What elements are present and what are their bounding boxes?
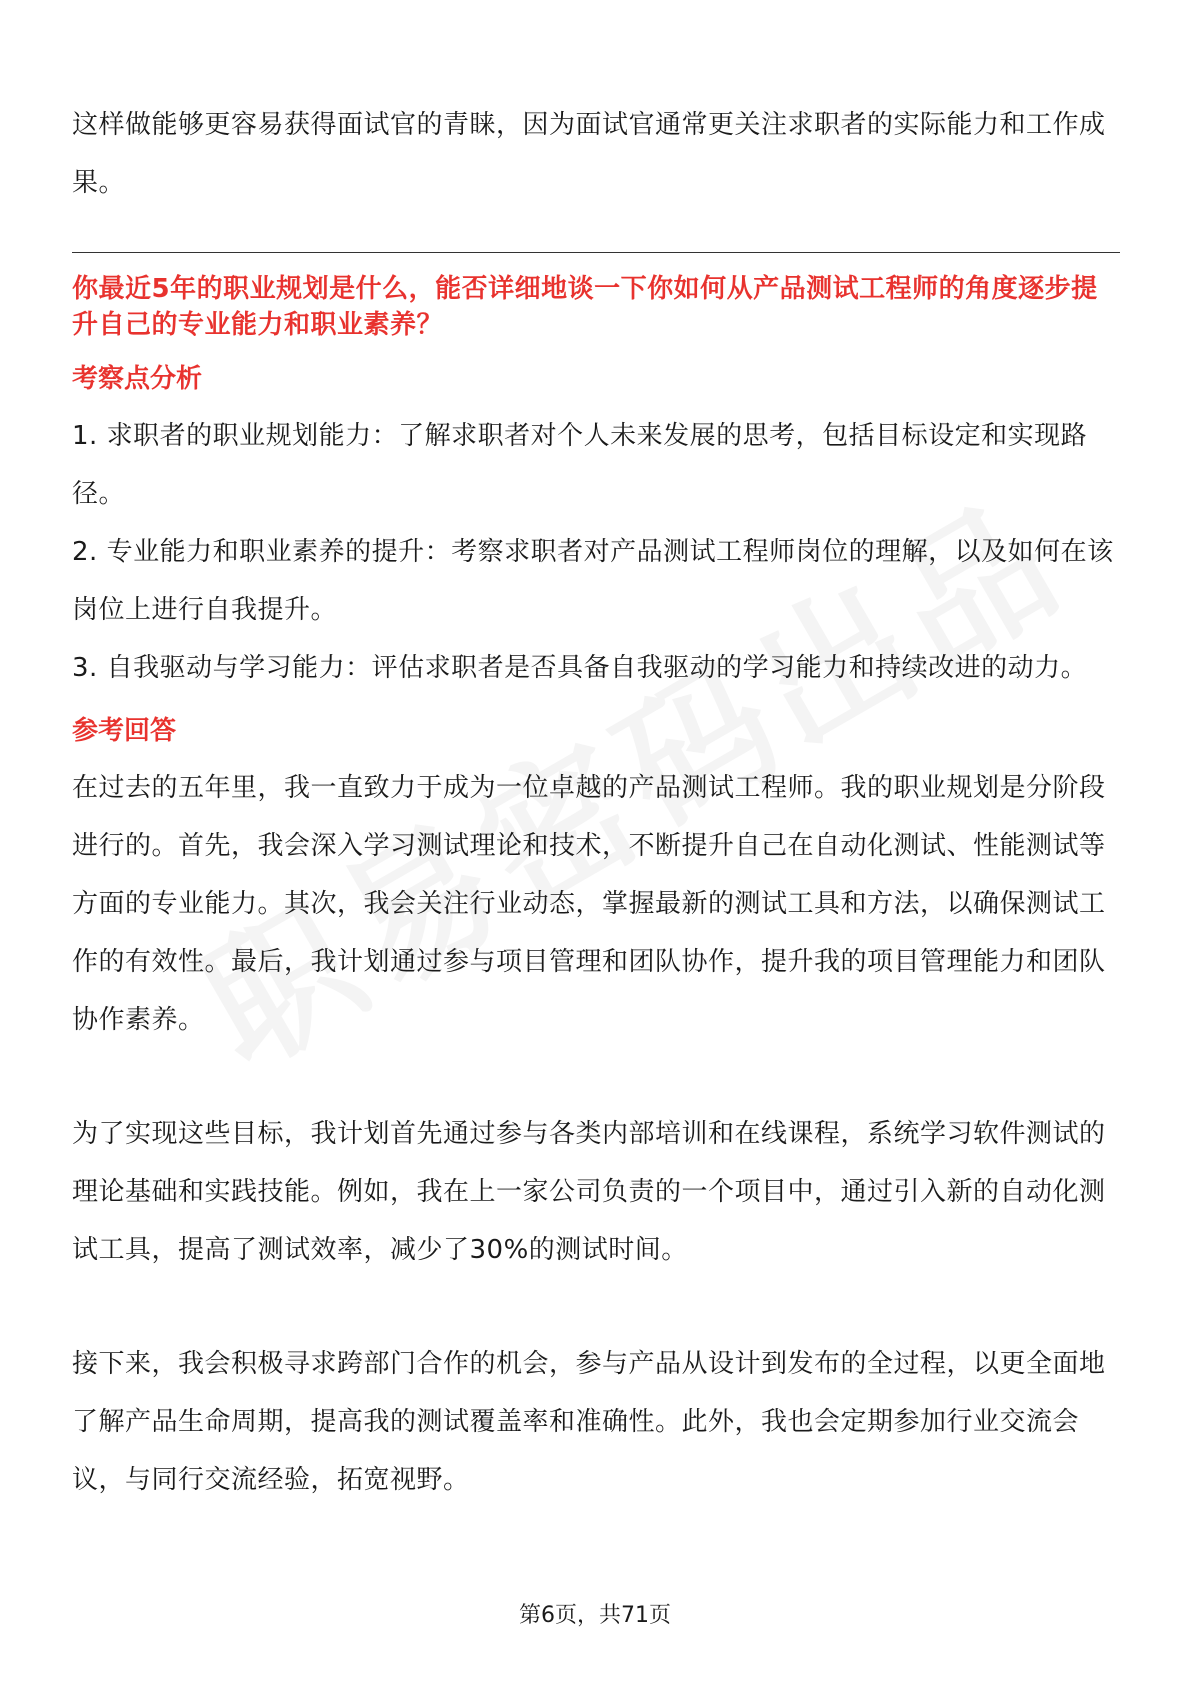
- document-page: [72, 96, 1120, 1509]
- paragraph-gap: [72, 1049, 1120, 1105]
- intro-paragraph: 这样做能够更容易获得面试官的青睐，因为面试官通常更关注求职者的实际能力和工作成果。: [72, 110, 1106, 198]
- page-number: 第6页，共71页: [519, 1603, 671, 1628]
- answer-paragraph: 在过去的五年里，我一直致力于成为一位卓越的产品测试工程师。我的职业规划是分阶段进行的。首先，我会深入学习测试理论和技术，不断提升自己在自动化测试、性能测试等方面的专业能力。其次，我会关注行业动态，掌握最新的测试工具和方法，以确保测试工作的有效性。最后，我计划通过参与项目管理和团队协作，提升我的项目管理能力和团队协作素养。: [72, 773, 1106, 1035]
- section-divider: [72, 252, 1120, 253]
- analysis-item: 2. 专业能力和职业素养的提升：考察求职者对产品测试工程师岗位的理解，以及如何在该岗位上进行自我提升。: [72, 537, 1114, 625]
- interview-question: 你最近5年的职业规划是什么，能否详细地谈一下你如何从产品测试工程师的角度逐步提升自己的专业能力和职业素养？: [72, 274, 1098, 340]
- analysis-item: 3. 自我驱动与学习能力：评估求职者是否具备自我驱动的学习能力和持续改进的动力。: [72, 653, 1088, 683]
- paragraph-gap: [72, 1279, 1120, 1335]
- answer-paragraph: 为了实现这些目标，我计划首先通过参与各类内部培训和在线课程，系统学习软件测试的理论基础和实践技能。例如，我在上一家公司负责的一个项目中，通过引入新的自动化测试工具，提高了测试效率，减少了30%的测试时间。: [72, 1119, 1106, 1265]
- analysis-item: 1. 求职者的职业规划能力：了解求职者对个人未来发展的思考，包括目标设定和实现路径。: [72, 421, 1088, 509]
- answer-title: 参考回答: [72, 716, 177, 746]
- analysis-title: 考察点分析: [72, 364, 203, 394]
- answer-paragraph: 接下来，我会积极寻求跨部门合作的机会，参与产品从设计到发布的全过程，以更全面地了解产品生命周期，提高我的测试覆盖率和准确性。此外，我也会定期参加行业交流会议，与同行交流经验，拓宽视野。: [72, 1349, 1106, 1495]
